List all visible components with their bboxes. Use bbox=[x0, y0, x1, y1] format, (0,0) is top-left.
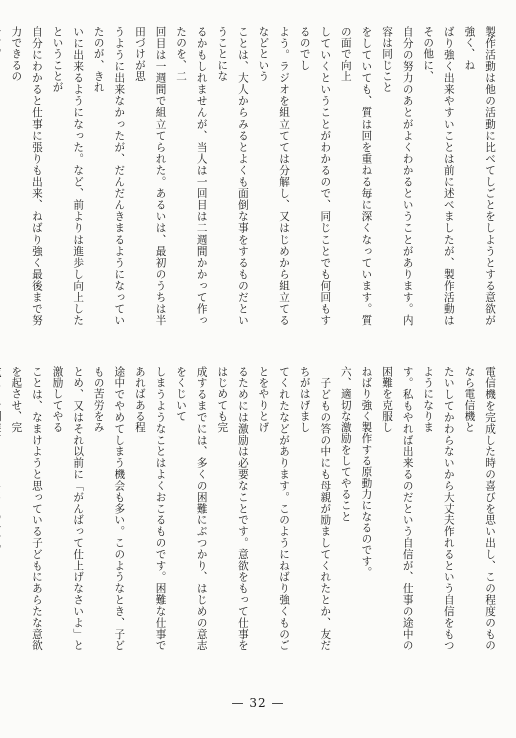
text-line bbox=[0, 26, 6, 326]
text-line: るかもしれませんが、当人は一回目は二週間かかって作ったのを、二 bbox=[175, 26, 208, 326]
text-line: ことは、大人からみるとよくも面倒な事をするものだということにな bbox=[216, 26, 249, 326]
section-heading: 六、適切な激励をしてやること bbox=[339, 366, 352, 523]
text-line: 自分の努力のあとがよくわかるということがあります。内容は同じこと bbox=[381, 26, 414, 326]
text-line: 子どもの答の中にも母親が励ましてくれたとか、友だちがはげまし bbox=[298, 366, 332, 651]
text-line: をしていても、質は回を重ねる毎に深くなっています。質の面で向上 bbox=[339, 26, 373, 326]
text-line: していくということがわかるので、同じことでも何回もするのでし bbox=[298, 26, 332, 326]
text-line: よう。ラジオを組立てては分解し、又はじめから組立てるなどという bbox=[257, 26, 291, 326]
text-line bbox=[0, 366, 6, 651]
text-line: 製作活動は他の活動に比べてしごとをしようとする意欲が強く、ね bbox=[463, 26, 496, 326]
text-line: うように出来なかったが、だんだんきまるようになっていたのが、きれ bbox=[92, 26, 126, 326]
text-line: てくれたなどがあります。このようにねばり強くものごとをやりとげ bbox=[257, 366, 291, 651]
text-line: 電信機を完成した時の喜びを思い出し、この程度のものなら電信機と bbox=[463, 366, 496, 651]
text-line: るためには激励は必要なことです。意欲をもって仕事をはじめても完 bbox=[216, 366, 249, 651]
text-line: 成するまでには、多くの困難にぶつかり、はじめの意志をくじいて bbox=[175, 366, 208, 651]
text-line: ばり強く出来やすいことは前に述べましたが、製作活動はその他に、 bbox=[422, 26, 455, 326]
text-line: たいしてかわらないから大丈夫作れるという自信をもつようになりま bbox=[422, 366, 455, 651]
upper-text-column bbox=[10, 26, 500, 326]
text-line: ことは、なまけようと思っている子どもにあらたな意欲を起させ、完 bbox=[10, 366, 43, 651]
text-line: 自分にわかると仕事に張りも出来、ねばり強く最後まで努力できるの bbox=[10, 26, 43, 326]
text-line: 途中でやめてしまう機会も多い。このようなとき、子どもの苦労をみ bbox=[92, 366, 126, 651]
lower-text-column bbox=[10, 366, 500, 651]
text-line: 回目は一週間で組立てられた。あるいは、最初のうちは半田づけが思 bbox=[133, 26, 167, 326]
page-number: — 32 — bbox=[231, 696, 285, 710]
text-line: す。私もやれば出来るのだという自信が、仕事の途中の困難を克服し bbox=[381, 366, 414, 651]
text-line: いに出来るようになった。など、前よりは進歩し向上したということが bbox=[51, 26, 85, 326]
text-line: ねばり強く製作する原動力になるのです。 bbox=[360, 366, 373, 578]
text-line: しまうようなことはよくおこるものです。困難な仕事であればある程 bbox=[133, 366, 167, 651]
text-line: とめ、又はそれ以前に「がんばって仕上げなさいよ」と激励してやる bbox=[51, 366, 85, 651]
